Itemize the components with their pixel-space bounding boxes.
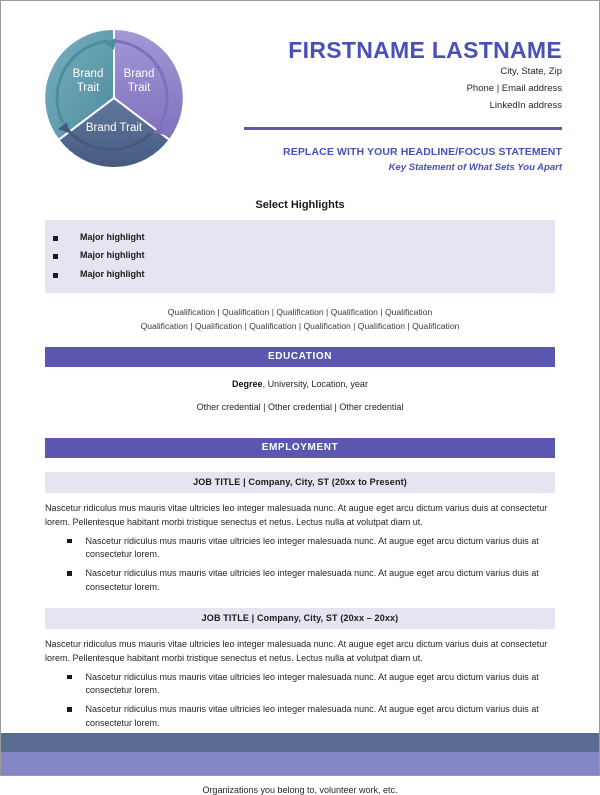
highlights-band [45, 220, 555, 293]
header-identity-block [244, 37, 562, 114]
job-bullet-text: Nascetur ridiculus mus mauris vitae ultricies leo integer malesuada nunc. At augue eget arcu dictum varius duis at consectetur lorem. [85, 568, 539, 592]
education-degree-line [45, 378, 555, 392]
page-title-name: FIRSTNAME LASTNAME [288, 37, 562, 63]
sub-headline-statement: Key Statement of What Sets You Apart [388, 161, 562, 173]
brand-circle-svg [39, 23, 189, 173]
qualifications-line-2: Qualification | Qualification | Qualification | Qualification | Qualification | Qualification [140, 321, 460, 332]
segment-left-label-line1: Brand [72, 68, 104, 80]
job-entry [45, 608, 555, 730]
section-header-education: EDUCATION [45, 347, 555, 367]
education-body [45, 367, 555, 418]
segment-left-label-line2: Trait [76, 82, 100, 94]
job-entry [45, 472, 555, 594]
square-bullet-icon [67, 539, 72, 544]
section-spacer [45, 418, 555, 438]
job-bullet-text: Nascetur ridiculus mus mauris vitae ultricies leo integer malesuada nunc. At augue eget arcu dictum varius duis at consectetur lorem. [85, 535, 539, 560]
list-item [45, 535, 555, 562]
square-bullet-icon [53, 273, 58, 278]
resume-body [1, 199, 599, 795]
headline-block [244, 145, 562, 175]
section-header-employment: EMPLOYMENT [45, 438, 555, 458]
job-bullet-text: Nascetur ridiculus mus mauris vitae ultricies leo integer malesuada nunc. At augue eget arcu dictum varius duis at consectetur lorem. [85, 671, 539, 696]
contact-phone-email: Phone | Email address [466, 83, 562, 95]
job-bullet-list [45, 671, 555, 731]
highlight-label: Major highlight [80, 231, 145, 242]
contact-location: City, State, Zip [500, 66, 562, 78]
job-bullet-text: Nascetur ridiculus mus mauris vitae ultricies leo integer malesuada nunc. At augue eget arcu dictum varius duis at consectetur lorem. [85, 704, 539, 728]
footer-band-dark [1, 733, 599, 752]
job-summary: Nascetur ridiculus mus mauris vitae ultricies leo integer malesuada nunc. At augue eget arcu dictum varius duis at consectetur lorem. Pellentesque habitant morbi tristique senectus et netus. Lectus nulla at volutpat diam ut. [45, 639, 548, 664]
headline-statement: REPLACE WITH YOUR HEADLINE/FOCUS STATEMENT [283, 146, 562, 158]
list-item [45, 228, 555, 247]
education-credentials-line: Other credential | Other credential | Other credential [196, 401, 404, 412]
job-bullet-list [45, 535, 555, 595]
select-highlights-title: Select Highlights [255, 199, 345, 211]
list-item [45, 671, 555, 698]
square-bullet-icon [53, 254, 58, 259]
list-item [45, 703, 555, 730]
list-item [45, 567, 555, 594]
highlight-label: Major highlight [80, 268, 145, 279]
list-item [45, 247, 555, 266]
job-summary: Nascetur ridiculus mus mauris vitae ultricies leo integer malesuada nunc. At augue eget arcu dictum varius duis at consectetur lorem. Pellentesque habitant morbi tristique senectus et netus. Lectus nulla at volutpat diam ut. [45, 503, 548, 528]
segment-bottom-label: Brand Trait [85, 122, 143, 134]
list-item [45, 265, 555, 284]
education-degree-detail: , University, Location, year [262, 379, 368, 390]
resume-header [1, 1, 599, 181]
qualifications-line-1: Qualification | Qualification | Qualification | Qualification | Qualification [167, 307, 433, 318]
square-bullet-icon [53, 236, 58, 241]
square-bullet-icon [67, 675, 72, 680]
square-bullet-icon [67, 571, 72, 576]
brand-traits-circular-diagram [39, 23, 189, 173]
activities-body: Organizations you belong to, volunteer work, etc. [202, 785, 398, 795]
segment-right-label-line1: Brand [123, 68, 155, 80]
footer-band-light [1, 752, 599, 775]
education-degree-label: Degree [232, 379, 263, 390]
contact-linkedin: LinkedIn address [489, 99, 562, 111]
square-bullet-icon [67, 707, 72, 712]
qualifications-block [45, 305, 555, 333]
header-divider-rule [244, 127, 562, 130]
job-title-bar: JOB TITLE | Company, City, ST (20xx to Present) [45, 472, 555, 493]
job-title-bar: JOB TITLE | Company, City, ST (20xx – 20xx) [45, 608, 555, 629]
segment-right-label-line2: Trait [127, 82, 151, 94]
page-footer [1, 733, 599, 775]
highlight-label: Major highlight [80, 250, 145, 261]
